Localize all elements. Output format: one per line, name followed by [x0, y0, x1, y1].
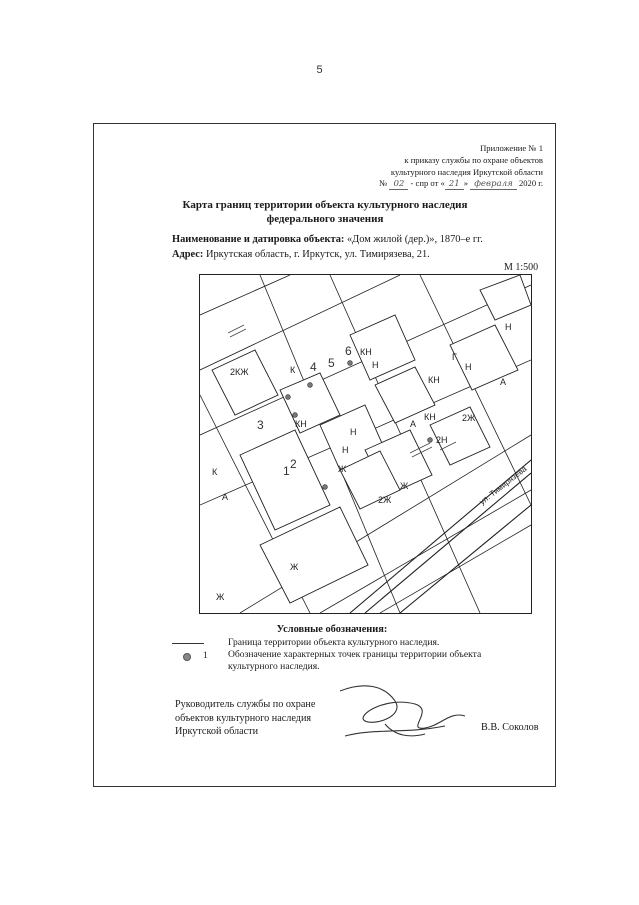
- title-line2: федерального значения: [266, 212, 384, 225]
- order-number: 02: [389, 179, 408, 190]
- map-label-zh1: Ж: [338, 464, 347, 474]
- number-suffix: - спр от «: [410, 178, 445, 189]
- boundary-point-symbol: [183, 653, 191, 661]
- title-line1: Карта границ территории объекта культурного наследия: [182, 199, 468, 211]
- map-label-kn3: КН: [424, 412, 436, 422]
- map-label-2kzh: 2КЖ: [230, 367, 249, 377]
- legend-item-points: Обозначение характерных точек границы территории объекта культурного наследия.: [228, 649, 482, 672]
- address-value: Иркутская область, г. Иркутск, ул. Тимирязева, 21.: [203, 249, 430, 260]
- page-number: 5: [316, 64, 323, 76]
- signatory-name: В.В. Соколов: [481, 722, 539, 733]
- map-letter-a1: А: [410, 419, 417, 429]
- object-name-label: Наименование и датировка объекта:: [172, 234, 345, 245]
- legend-item-boundary: Граница территории объекта культурного наследия.: [228, 637, 440, 648]
- map-point-1: 1: [283, 464, 290, 478]
- boundary-line-symbol: [172, 643, 204, 644]
- map-label-n1: Н: [372, 360, 379, 370]
- number-prefix: №: [379, 178, 388, 189]
- appendix-line3: культурного наследия Иркутской области: [390, 166, 543, 177]
- position-line3: Иркутской области: [175, 726, 259, 738]
- map-label-zh3: Ж: [290, 562, 299, 572]
- handwritten-signature: [325, 676, 475, 751]
- map-label-2n: 2Н: [436, 435, 448, 445]
- map-point-6: 6: [345, 344, 352, 358]
- legend-title: Условные обозначения:: [276, 624, 388, 635]
- object-name-value: «Дом жилой (дер.)», 1870–е гг.: [344, 234, 483, 245]
- map-street-label: ул. Тимирязева: [477, 464, 529, 507]
- month-separator: »: [463, 178, 469, 189]
- appendix-header: [283, 143, 543, 191]
- map-label-zh2: Ж: [400, 481, 409, 491]
- map-label-n2: Н: [350, 427, 357, 437]
- address-label: Адрес:: [172, 249, 204, 260]
- position-line1: Руководитель службы по охране: [175, 699, 316, 710]
- legend-point-number: 1: [203, 650, 208, 661]
- map-label-n4: Н: [505, 322, 512, 332]
- object-name-line: [172, 234, 532, 245]
- map-point-2: 2: [290, 457, 297, 471]
- map-label-2zh1: 2Ж: [378, 495, 392, 505]
- appendix-line2: к приказу службы по охране объектов: [404, 154, 543, 165]
- order-year: 2020 г.: [518, 178, 543, 189]
- map-label-kn1: КН: [360, 347, 372, 357]
- map-label-kn2: КН: [295, 419, 307, 429]
- map-label-n5: Н: [465, 362, 472, 372]
- map-point-5: 5: [328, 356, 335, 370]
- map-label-n3: Н: [342, 445, 349, 455]
- map-label-k1: К: [290, 365, 296, 375]
- order-day: 21: [445, 179, 464, 190]
- map-drawing: [200, 275, 531, 613]
- map-letter-a3: А: [500, 377, 507, 387]
- document-title: [160, 199, 490, 226]
- map-letter-a2: А: [222, 492, 229, 502]
- map-label-k2: К: [212, 467, 218, 477]
- appendix-number-line: [283, 178, 543, 191]
- map-point-3: 3: [257, 418, 264, 432]
- map-label-zh4: Ж: [216, 592, 225, 602]
- address-line: [172, 249, 532, 260]
- appendix-line1: Приложение № 1: [480, 143, 543, 153]
- order-month: февраля: [470, 179, 517, 190]
- map-letter-g: Г: [452, 352, 457, 362]
- map-label-kn4: КН: [428, 375, 440, 385]
- map-point-4: 4: [310, 360, 317, 374]
- position-line2: объектов культурного наследия: [175, 712, 312, 724]
- map-scale: М 1:500: [504, 262, 539, 273]
- map-label-2zh2: 2Ж: [462, 413, 476, 423]
- cadastral-map: [199, 274, 532, 614]
